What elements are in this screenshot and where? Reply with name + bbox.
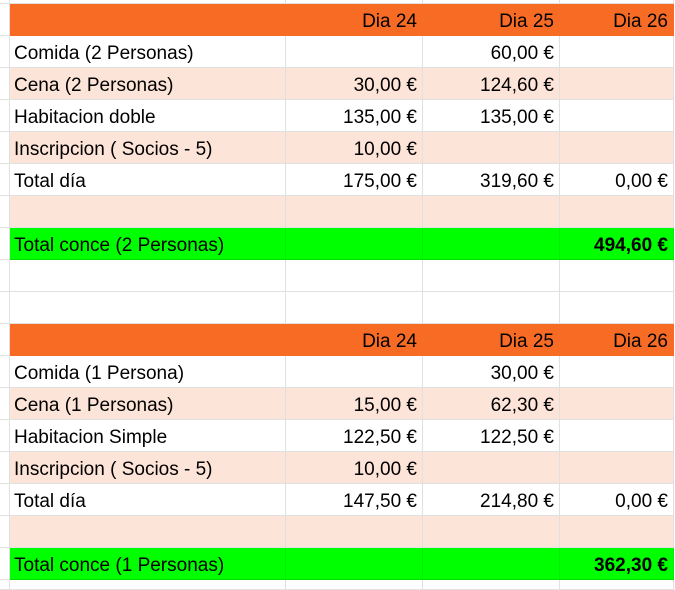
cell[interactable]: [423, 548, 560, 580]
row-gutter: [0, 132, 10, 164]
label-cell[interactable]: Inscripcion ( Socios - 5): [10, 452, 286, 484]
value-cell[interactable]: 10,00 €: [286, 452, 423, 484]
value-cell[interactable]: [423, 452, 560, 484]
value-cell[interactable]: [560, 452, 674, 484]
row-gutter: [0, 100, 10, 132]
row-gutter: [0, 388, 10, 420]
label-cell[interactable]: Comida (1 Persona): [10, 356, 286, 388]
value-cell[interactable]: 62,30 €: [423, 388, 560, 420]
row-gutter: [0, 228, 10, 260]
value-cell[interactable]: [560, 100, 674, 132]
row-gutter: [0, 324, 10, 356]
value-cell[interactable]: [423, 132, 560, 164]
label-cell[interactable]: Habitacion Simple: [10, 420, 286, 452]
value-cell[interactable]: 30,00 €: [423, 356, 560, 388]
total-conce-value[interactable]: 362,30 €: [560, 548, 674, 580]
value-cell[interactable]: [560, 388, 674, 420]
value-cell[interactable]: [286, 196, 423, 228]
value-cell[interactable]: 0,00 €: [560, 164, 674, 196]
row-gutter: [0, 420, 10, 452]
header-cell[interactable]: [10, 324, 286, 356]
value-cell[interactable]: 122,50 €: [286, 420, 423, 452]
total-conce-value[interactable]: 494,60 €: [560, 228, 674, 260]
value-cell[interactable]: 147,50 €: [286, 484, 423, 516]
cell[interactable]: [423, 260, 560, 292]
row-gutter: [0, 452, 10, 484]
cell[interactable]: [286, 260, 423, 292]
total-conce-label[interactable]: Total conce (2 Personas): [10, 228, 286, 260]
value-cell[interactable]: [423, 516, 560, 548]
row-gutter: [0, 516, 10, 548]
value-cell[interactable]: 0,00 €: [560, 484, 674, 516]
cell[interactable]: [286, 292, 423, 324]
cell[interactable]: [423, 580, 560, 590]
header-cell-dia-26[interactable]: Dia 26: [560, 324, 674, 356]
label-cell[interactable]: [10, 196, 286, 228]
value-cell[interactable]: 122,50 €: [423, 420, 560, 452]
value-cell[interactable]: 15,00 €: [286, 388, 423, 420]
value-cell[interactable]: [560, 36, 674, 68]
value-cell[interactable]: [286, 36, 423, 68]
label-cell[interactable]: Comida (2 Personas): [10, 36, 286, 68]
row-gutter: [0, 196, 10, 228]
cell[interactable]: [10, 260, 286, 292]
row-gutter: [0, 484, 10, 516]
cell[interactable]: [286, 548, 423, 580]
cell[interactable]: [286, 228, 423, 260]
label-cell[interactable]: Habitacion doble: [10, 100, 286, 132]
label-cell[interactable]: Cena (1 Personas): [10, 388, 286, 420]
value-cell[interactable]: [560, 132, 674, 164]
cell[interactable]: [423, 228, 560, 260]
value-cell[interactable]: 30,00 €: [286, 68, 423, 100]
value-cell[interactable]: [560, 420, 674, 452]
row-gutter: [0, 580, 10, 590]
cell[interactable]: [560, 580, 674, 590]
header-cell-dia-24[interactable]: Dia 24: [286, 324, 423, 356]
value-cell[interactable]: [423, 196, 560, 228]
label-cell[interactable]: [10, 516, 286, 548]
label-cell[interactable]: Cena (2 Personas): [10, 68, 286, 100]
header-cell-dia-25[interactable]: Dia 25: [423, 324, 560, 356]
row-gutter: [0, 36, 10, 68]
value-cell[interactable]: 124,60 €: [423, 68, 560, 100]
header-cell-dia-24[interactable]: Dia 24: [286, 4, 423, 36]
total-conce-label[interactable]: Total conce (1 Personas): [10, 548, 286, 580]
value-cell[interactable]: [560, 356, 674, 388]
header-cell-dia-25[interactable]: Dia 25: [423, 4, 560, 36]
label-cell[interactable]: Inscripcion ( Socios - 5): [10, 132, 286, 164]
value-cell[interactable]: 10,00 €: [286, 132, 423, 164]
header-cell-dia-26[interactable]: Dia 26: [560, 4, 674, 36]
value-cell[interactable]: [560, 516, 674, 548]
header-cell[interactable]: [10, 4, 286, 36]
value-cell[interactable]: [286, 356, 423, 388]
label-cell[interactable]: Total día: [10, 484, 286, 516]
cell[interactable]: [10, 292, 286, 324]
cell[interactable]: [423, 292, 560, 324]
row-gutter: [0, 260, 10, 292]
row-gutter: [0, 164, 10, 196]
cell[interactable]: [10, 580, 286, 590]
value-cell[interactable]: 135,00 €: [423, 100, 560, 132]
row-gutter: [0, 4, 10, 36]
row-gutter: [0, 292, 10, 324]
value-cell[interactable]: [286, 516, 423, 548]
row-gutter: [0, 68, 10, 100]
value-cell[interactable]: [560, 196, 674, 228]
row-gutter: [0, 548, 10, 580]
value-cell[interactable]: 214,80 €: [423, 484, 560, 516]
cell[interactable]: [286, 580, 423, 590]
value-cell[interactable]: 60,00 €: [423, 36, 560, 68]
value-cell[interactable]: 175,00 €: [286, 164, 423, 196]
label-cell[interactable]: Total día: [10, 164, 286, 196]
row-gutter: [0, 356, 10, 388]
cell[interactable]: [560, 260, 674, 292]
cell[interactable]: [560, 292, 674, 324]
value-cell[interactable]: 135,00 €: [286, 100, 423, 132]
value-cell[interactable]: [560, 68, 674, 100]
value-cell[interactable]: 319,60 €: [423, 164, 560, 196]
